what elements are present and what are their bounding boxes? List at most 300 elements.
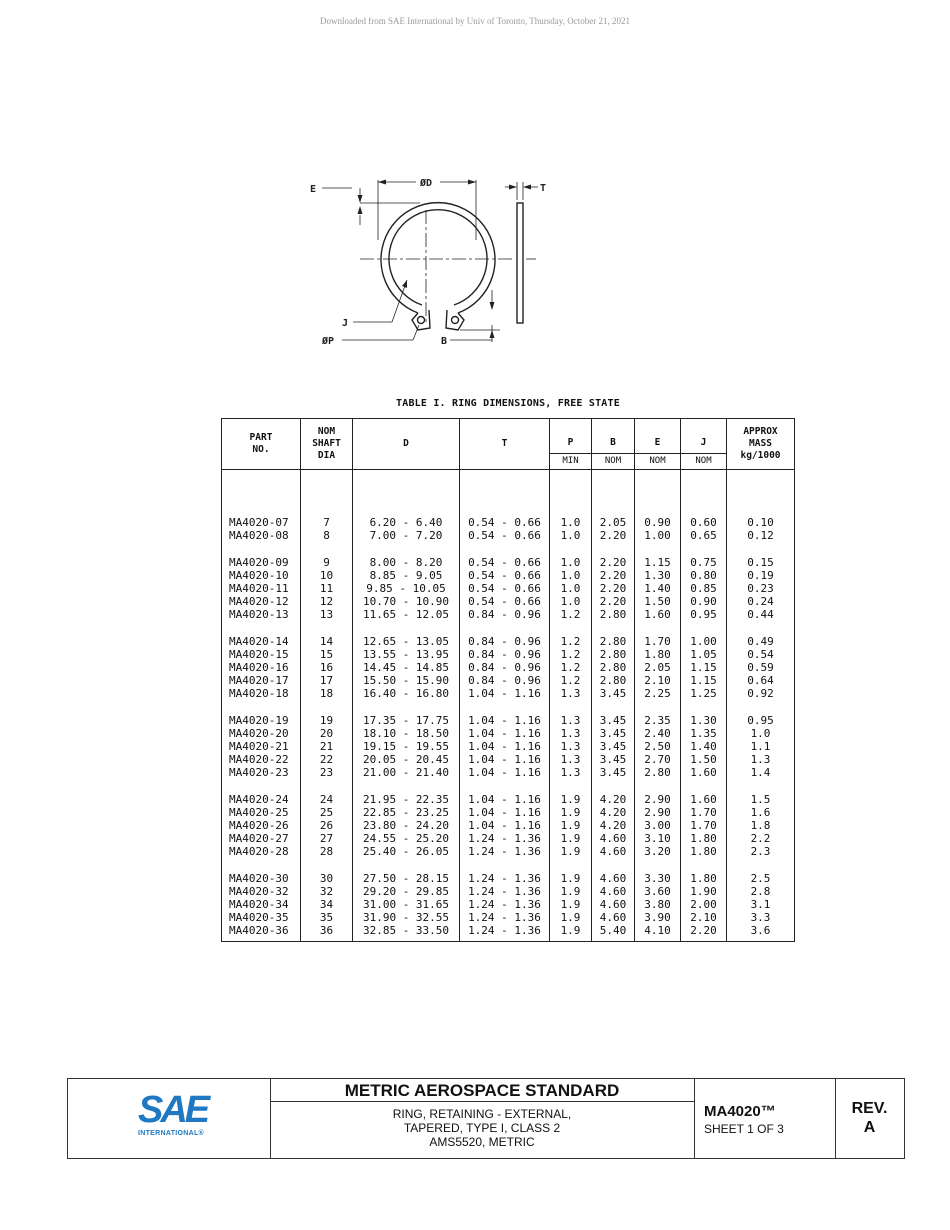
table-row [222,806,795,819]
cell-nom-shaft-dia: 11 [301,582,353,595]
ring-dimensions-table [221,418,795,942]
cell-part-no: MA4020-24 [222,779,301,806]
header-p: P MIN [550,419,592,470]
cell-b: 4.60 [592,845,635,858]
cell-d: 16.40 - 16.80 [353,687,460,700]
table-row [222,595,795,608]
cell-d: 11.65 - 12.05 [353,608,460,621]
cell-d: 23.80 - 24.20 [353,819,460,832]
cell-approx-mass: 1.0 [727,727,795,740]
cell-b: 4.20 [592,819,635,832]
cell-t: 1.24 - 1.36 [460,898,550,911]
cell-p: 1.2 [550,648,592,661]
cell-t: 1.04 - 1.16 [460,766,550,779]
cell-approx-mass: 1.3 [727,753,795,766]
cell-j: 1.70 [681,806,727,819]
ring-side-view [517,203,523,323]
cell-approx-mass: 0.54 [727,648,795,661]
cell-t: 1.24 - 1.36 [460,885,550,898]
cell-b: 5.40 [592,924,635,942]
label-d: ØD [420,178,433,189]
header-approx-mass: APPROX MASS kg/1000 [727,419,795,470]
cell-t: 1.24 - 1.36 [460,924,550,942]
cell-d: 22.85 - 23.25 [353,806,460,819]
cell-e: 0.90 [635,470,681,530]
ring-inner-outline [389,210,487,305]
cell-nom-shaft-dia: 8 [301,529,353,542]
cell-d: 32.85 - 33.50 [353,924,460,942]
table-row [222,674,795,687]
cell-approx-mass: 3.6 [727,924,795,942]
cell-approx-mass: 0.24 [727,595,795,608]
cell-b: 3.45 [592,753,635,766]
cell-nom-shaft-dia: 21 [301,740,353,753]
cell-j: 0.95 [681,608,727,621]
cell-t: 0.84 - 0.96 [460,674,550,687]
cell-p: 1.2 [550,674,592,687]
cell-e: 2.90 [635,806,681,819]
cell-d: 18.10 - 18.50 [353,727,460,740]
cell-j: 1.25 [681,687,727,700]
cell-d: 31.90 - 32.55 [353,911,460,924]
cell-nom-shaft-dia: 36 [301,924,353,942]
cell-part-no: MA4020-14 [222,621,301,648]
cell-t: 0.54 - 0.66 [460,542,550,569]
cell-approx-mass: 3.1 [727,898,795,911]
cell-part-no: MA4020-36 [222,924,301,942]
cell-approx-mass: 0.49 [727,621,795,648]
cell-b: 2.20 [592,529,635,542]
cell-approx-mass: 1.6 [727,806,795,819]
cell-nom-shaft-dia: 17 [301,674,353,687]
cell-approx-mass: 1.8 [727,819,795,832]
table-row [222,621,795,648]
sheet-number: SHEET 1 OF 3 [704,1122,784,1136]
cell-approx-mass: 2.3 [727,845,795,858]
cell-part-no: MA4020-10 [222,569,301,582]
cell-approx-mass: 0.44 [727,608,795,621]
cell-p: 1.0 [550,529,592,542]
cell-j: 0.75 [681,542,727,569]
cell-nom-shaft-dia: 26 [301,819,353,832]
cell-e: 1.40 [635,582,681,595]
cell-part-no: MA4020-15 [222,648,301,661]
cell-j: 0.90 [681,595,727,608]
cell-b: 4.60 [592,898,635,911]
cell-p: 1.3 [550,700,592,727]
label-t: T [540,183,547,194]
cell-j: 1.15 [681,661,727,674]
cell-nom-shaft-dia: 10 [301,569,353,582]
table-row [222,753,795,766]
cell-part-no: MA4020-08 [222,529,301,542]
cell-b: 4.60 [592,911,635,924]
header-e: E NOM [635,419,681,470]
cell-nom-shaft-dia: 18 [301,687,353,700]
table-row [222,700,795,727]
cell-d: 15.50 - 15.90 [353,674,460,687]
cell-p: 1.9 [550,819,592,832]
cell-t: 1.04 - 1.16 [460,700,550,727]
cell-p: 1.9 [550,885,592,898]
cell-d: 20.05 - 20.45 [353,753,460,766]
cell-part-no: MA4020-17 [222,674,301,687]
cell-t: 1.24 - 1.36 [460,845,550,858]
cell-b: 4.60 [592,885,635,898]
cell-t: 0.54 - 0.66 [460,595,550,608]
cell-part-no: MA4020-22 [222,753,301,766]
cell-d: 31.00 - 31.65 [353,898,460,911]
table-row [222,766,795,779]
cell-e: 1.80 [635,648,681,661]
cell-p: 1.0 [550,582,592,595]
cell-t: 1.04 - 1.16 [460,819,550,832]
retaining-ring-drawing [300,170,560,360]
cell-p: 1.2 [550,608,592,621]
cell-p: 1.9 [550,924,592,942]
cell-b: 3.45 [592,727,635,740]
cell-b: 2.20 [592,569,635,582]
cell-b: 2.80 [592,621,635,648]
cell-p: 1.9 [550,832,592,845]
table-row [222,569,795,582]
cell-approx-mass: 3.3 [727,911,795,924]
cell-approx-mass: 1.5 [727,779,795,806]
revision-label: REV. [851,1100,888,1117]
cell-approx-mass: 1.4 [727,766,795,779]
cell-nom-shaft-dia: 20 [301,727,353,740]
cell-p: 1.3 [550,766,592,779]
cell-e: 2.35 [635,700,681,727]
cell-t: 0.54 - 0.66 [460,470,550,530]
cell-approx-mass: 0.64 [727,674,795,687]
cell-nom-shaft-dia: 13 [301,608,353,621]
cell-t: 1.04 - 1.16 [460,687,550,700]
table-row [222,845,795,858]
cell-e: 3.30 [635,858,681,885]
cell-d: 12.65 - 13.05 [353,621,460,648]
cell-nom-shaft-dia: 7 [301,470,353,530]
cell-d: 8.00 - 8.20 [353,542,460,569]
cell-b: 2.20 [592,582,635,595]
cell-j: 0.80 [681,569,727,582]
cell-t: 1.24 - 1.36 [460,832,550,845]
cell-part-no: MA4020-09 [222,542,301,569]
table-row [222,819,795,832]
cell-p: 1.9 [550,779,592,806]
cell-t: 1.04 - 1.16 [460,806,550,819]
cell-b: 2.20 [592,542,635,569]
cell-b: 4.60 [592,858,635,885]
cell-part-no: MA4020-32 [222,885,301,898]
cell-nom-shaft-dia: 34 [301,898,353,911]
cell-approx-mass: 2.5 [727,858,795,885]
cell-part-no: MA4020-20 [222,727,301,740]
cell-j: 1.80 [681,832,727,845]
sae-logo: SAE INTERNATIONAL® [68,1079,271,1158]
table-row [222,727,795,740]
cell-b: 4.20 [592,779,635,806]
cell-part-no: MA4020-34 [222,898,301,911]
header-t: T [460,419,550,470]
document-number: MA4020™ [704,1103,776,1120]
cell-approx-mass: 2.2 [727,832,795,845]
cell-d: 19.15 - 19.55 [353,740,460,753]
cell-p: 1.3 [550,687,592,700]
cell-part-no: MA4020-25 [222,806,301,819]
table-row [222,470,795,530]
cell-j: 2.20 [681,924,727,942]
cell-nom-shaft-dia: 14 [301,621,353,648]
title-block-description [270,1079,695,1158]
table-row [222,858,795,885]
header-j: J NOM [681,419,727,470]
cell-d: 13.55 - 13.95 [353,648,460,661]
cell-part-no: MA4020-19 [222,700,301,727]
cell-d: 7.00 - 7.20 [353,529,460,542]
cell-d: 10.70 - 10.90 [353,595,460,608]
cell-approx-mass: 0.15 [727,542,795,569]
label-j: J [342,318,349,329]
table-row [222,687,795,700]
cell-t: 1.24 - 1.36 [460,858,550,885]
cell-part-no: MA4020-21 [222,740,301,753]
cell-d: 17.35 - 17.75 [353,700,460,727]
cell-approx-mass: 0.10 [727,470,795,530]
cell-e: 2.90 [635,779,681,806]
cell-t: 1.04 - 1.16 [460,779,550,806]
header-part-no: PART NO. [222,419,301,470]
cell-nom-shaft-dia: 12 [301,595,353,608]
cell-approx-mass: 0.92 [727,687,795,700]
table-row [222,779,795,806]
cell-e: 3.20 [635,845,681,858]
table-row [222,740,795,753]
cell-t: 1.04 - 1.16 [460,727,550,740]
table-row [222,648,795,661]
cell-e: 2.80 [635,766,681,779]
cell-part-no: MA4020-26 [222,819,301,832]
table-row [222,529,795,542]
cell-t: 0.84 - 0.96 [460,648,550,661]
cell-part-no: MA4020-23 [222,766,301,779]
cell-e: 2.25 [635,687,681,700]
cell-nom-shaft-dia: 27 [301,832,353,845]
cell-p: 1.0 [550,569,592,582]
revision-value: A [863,1119,876,1136]
cell-e: 2.50 [635,740,681,753]
cell-t: 1.24 - 1.36 [460,911,550,924]
header-d: D [353,419,460,470]
cell-p: 1.0 [550,595,592,608]
cell-nom-shaft-dia: 28 [301,845,353,858]
cell-b: 4.60 [592,832,635,845]
cell-d: 29.20 - 29.85 [353,885,460,898]
cell-j: 2.00 [681,898,727,911]
title-block [67,1078,905,1159]
cell-e: 1.60 [635,608,681,621]
label-e: E [310,184,317,195]
label-p: ØP [322,336,335,347]
cell-d: 21.95 - 22.35 [353,779,460,806]
cell-j: 1.35 [681,727,727,740]
cell-e: 3.00 [635,819,681,832]
cell-b: 3.45 [592,687,635,700]
cell-b: 2.80 [592,648,635,661]
cell-j: 1.80 [681,845,727,858]
cell-b: 3.45 [592,766,635,779]
table-row [222,924,795,942]
cell-p: 1.3 [550,753,592,766]
cell-nom-shaft-dia: 23 [301,766,353,779]
cell-d: 8.85 - 9.05 [353,569,460,582]
cell-j: 0.65 [681,529,727,542]
cell-j: 1.60 [681,779,727,806]
cell-e: 1.15 [635,542,681,569]
cell-approx-mass: 0.23 [727,582,795,595]
cell-j: 0.60 [681,470,727,530]
cell-part-no: MA4020-18 [222,687,301,700]
cell-nom-shaft-dia: 24 [301,779,353,806]
cell-b: 2.80 [592,661,635,674]
cell-j: 1.40 [681,740,727,753]
cell-approx-mass: 1.1 [727,740,795,753]
ring-outer-outline [381,203,495,313]
cell-e: 1.00 [635,529,681,542]
cell-p: 1.0 [550,470,592,530]
cell-j: 1.80 [681,858,727,885]
table-row [222,542,795,569]
cell-p: 1.9 [550,911,592,924]
cell-d: 27.50 - 28.15 [353,858,460,885]
cell-nom-shaft-dia: 32 [301,885,353,898]
cell-p: 1.2 [550,661,592,674]
cell-nom-shaft-dia: 15 [301,648,353,661]
ring-lug-right [446,310,464,330]
cell-j: 1.70 [681,819,727,832]
table-row [222,582,795,595]
cell-e: 1.30 [635,569,681,582]
cell-e: 1.50 [635,595,681,608]
cell-part-no: MA4020-28 [222,845,301,858]
cell-d: 9.85 - 10.05 [353,582,460,595]
cell-t: 0.84 - 0.96 [460,621,550,648]
standard-description: RING, RETAINING - EXTERNAL, TAPERED, TYPE I, CLASS 2 AMS5520, METRIC [392,1107,572,1149]
cell-nom-shaft-dia: 35 [301,911,353,924]
cell-j: 1.05 [681,648,727,661]
cell-e: 3.60 [635,885,681,898]
cell-j: 1.30 [681,700,727,727]
cell-e: 3.90 [635,911,681,924]
cell-p: 1.9 [550,845,592,858]
cell-part-no: MA4020-27 [222,832,301,845]
cell-d: 6.20 - 6.40 [353,470,460,530]
cell-e: 2.10 [635,674,681,687]
cell-b: 2.80 [592,608,635,621]
cell-t: 1.04 - 1.16 [460,753,550,766]
header-b: B NOM [592,419,635,470]
cell-e: 4.10 [635,924,681,942]
table-row [222,661,795,674]
cell-d: 14.45 - 14.85 [353,661,460,674]
table-row [222,911,795,924]
cell-part-no: MA4020-30 [222,858,301,885]
lug-hole-right [452,317,459,324]
cell-part-no: MA4020-11 [222,582,301,595]
cell-nom-shaft-dia: 25 [301,806,353,819]
cell-d: 21.00 - 21.40 [353,766,460,779]
cell-e: 2.40 [635,727,681,740]
cell-b: 3.45 [592,700,635,727]
cell-d: 25.40 - 26.05 [353,845,460,858]
table-row [222,885,795,898]
table-title: TABLE I. RING DIMENSIONS, FREE STATE [396,398,620,409]
cell-part-no: MA4020-35 [222,911,301,924]
download-note: Downloaded from SAE International by Univ of Toronto, Thursday, October 21, 2021 [320,16,630,26]
cell-j: 1.15 [681,674,727,687]
cell-t: 0.54 - 0.66 [460,569,550,582]
cell-approx-mass: 0.59 [727,661,795,674]
cell-e: 2.05 [635,661,681,674]
cell-t: 0.84 - 0.96 [460,608,550,621]
cell-t: 0.54 - 0.66 [460,529,550,542]
label-b: B [441,336,448,347]
cell-e: 3.80 [635,898,681,911]
cell-p: 1.2 [550,621,592,648]
cell-p: 1.9 [550,858,592,885]
cell-p: 1.0 [550,542,592,569]
cell-j: 2.10 [681,911,727,924]
cell-j: 0.85 [681,582,727,595]
cell-j: 1.60 [681,766,727,779]
cell-nom-shaft-dia: 9 [301,542,353,569]
revision-cell [835,1079,904,1158]
cell-t: 0.54 - 0.66 [460,582,550,595]
cell-p: 1.3 [550,740,592,753]
cell-b: 2.05 [592,470,635,530]
cell-t: 1.04 - 1.16 [460,740,550,753]
cell-j: 1.50 [681,753,727,766]
cell-e: 3.10 [635,832,681,845]
cell-b: 4.20 [592,806,635,819]
cell-b: 3.45 [592,740,635,753]
cell-t: 0.84 - 0.96 [460,661,550,674]
table-row [222,832,795,845]
cell-p: 1.9 [550,806,592,819]
cell-p: 1.3 [550,727,592,740]
cell-e: 1.70 [635,621,681,648]
cell-part-no: MA4020-16 [222,661,301,674]
cell-approx-mass: 0.95 [727,700,795,727]
cell-p: 1.9 [550,898,592,911]
cell-approx-mass: 0.19 [727,569,795,582]
ring-lug-left [412,310,430,330]
cell-b: 2.80 [592,674,635,687]
cell-d: 24.55 - 25.20 [353,832,460,845]
cell-part-no: MA4020-07 [222,470,301,530]
cell-b: 2.20 [592,595,635,608]
cell-part-no: MA4020-13 [222,608,301,621]
table-row [222,898,795,911]
table-row [222,608,795,621]
cell-nom-shaft-dia: 19 [301,700,353,727]
cell-approx-mass: 0.12 [727,529,795,542]
standard-title: METRIC AEROSPACE STANDARD [270,1079,694,1102]
cell-j: 1.00 [681,621,727,648]
lug-hole-left [418,317,425,324]
cell-nom-shaft-dia: 16 [301,661,353,674]
cell-part-no: MA4020-12 [222,595,301,608]
